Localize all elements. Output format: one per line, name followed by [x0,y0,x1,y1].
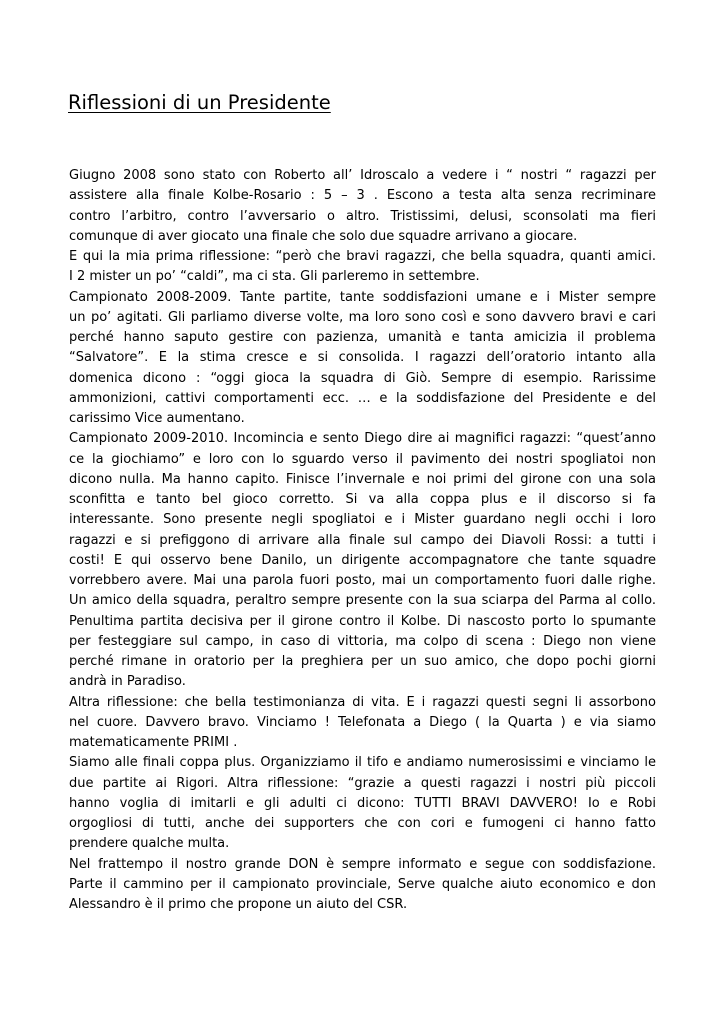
body-line: matematicamente PRIMI . [69,735,238,750]
body-line: Parte il cammino per il campionato provinciale, Serve qualche aiuto economico e don [69,876,656,892]
body-line: Penultima partita decisiva per il girone contro il Kolbe. Di nascosto porto lo spumante [69,613,656,629]
body-line: orgogliosi di tutti, anche dei supporters che con cori e fumogeni ci hanno fatto [69,816,656,831]
body-line: Un amico della squadra, peraltro sempre presente con la sua sciarpa del Parma al collo. [69,593,656,609]
body-line: contro l’arbitro, contro l’avversario o altro. Tristissimi, delusi, sconsolati ma fieri [69,208,656,224]
body-line: I 2 mister un po’ “caldi”, ma ci sta. Gli parleremo in settembre. [69,269,480,285]
body-line: due partite ai Rigori. Altra riflessione: “grazie a questi ragazzi i nostri più piccoli [69,775,656,791]
document-body [69,166,656,915]
body-line: Nel frattempo il nostro grande DON è sempre informato e segue con soddisfazione. [69,856,656,872]
body-line: assistere alla finale Kolbe-Rosario : 5 – 3 . Escono a testa alta senza recriminare [69,188,656,204]
body-line: Campionato 2009-2010. Incomincia e sento Diego dire ai magnifici ragazzi: “quest’anno [69,431,656,447]
body-line: nel cuore. Davvero bravo. Vinciamo ! Telefonata a Diego ( la Quarta ) e via siamo [69,714,656,730]
body-line: hanno voglia di imitarli e gli adulti ci dicono: TUTTI BRAVI DAVVERO! Io e Robi [69,795,656,811]
body-line: comunque di aver giocato una finale che solo due squadre arrivano a giocare. [69,228,578,244]
body-line: E qui la mia prima riflessione: “però che bravi ragazzi, che bella squadra, quanti amici. [69,249,656,264]
body-line: Siamo alle finali coppa plus. Organizziamo il tifo e andiamo numerosissimi e vinciamo le [69,755,656,771]
body-line: sconfitta e tanto bel gioco corretto. Si va alla coppa plus e il discorso si fa [69,492,656,507]
body-line: domenica dicono : “oggi gioca la squadra di Giò. Sempre di esempio. Rarissime [69,370,656,386]
body-line: ammonizioni, cattivi comportamenti ecc. … e la soddisfazione del Presidente e del [69,390,656,406]
body-line: per festeggiare sul campo, in caso di vittoria, ma colpo di scena : Diego non viene [69,633,656,649]
body-line: ragazzi e si prefiggono di arrivare alla finale sul campo dei Diavoli Rossi: a tutti i [69,532,656,548]
body-line: interessante. Sono presente negli spogliatoi e i Mister guardano negli occhi i loro [69,512,656,528]
body-line: un po’ agitati. Gli parliamo diverse volte, ma loro sono così e sono davvero bravi e cari [69,309,656,325]
body-line: perché hanno saputo gestire con pazienza, umanità e tanta amicizia il problema [69,330,656,345]
body-line: carissimo Vice aumentano. [69,411,245,426]
body-line: Alessandro è il primo che propone un aiuto del CSR. [69,897,408,912]
body-line: prendere qualche multa. [69,836,230,852]
document-title: Riflessioni di un Presidente [68,91,331,114]
body-line: Altra riflessione: che bella testimonianza di vita. E i ragazzi questi segni li assorbono [69,694,656,710]
body-line: “Salvatore”. E la stima cresce e si consolida. I ragazzi dell’oratorio intanto alla [69,350,656,366]
body-line: perché rimane in oratorio per la preghiera per un suo amico, che dopo pochi giorni [69,654,656,669]
body-line: ce la giochiamo” e loro con lo sguardo verso il pavimento dei nostri spogliatoi non [69,451,656,467]
body-line: Campionato 2008-2009. Tante partite, tante soddisfazioni umane e i Mister sempre [69,289,656,305]
body-line: andrà in Paradiso. [69,674,186,690]
body-line: Giugno 2008 sono stato con Roberto all’ Idroscalo a vedere i “ nostri “ ragazzi per [69,168,656,183]
body-line: vorrebbero avere. Mai una parola fuori posto, mai un comportamento fuori dalle righe. [69,573,656,588]
body-line: dicono nulla. Ma hanno capito. Finisce l’invernale e noi primi del girone con una sola [69,471,656,487]
body-line: costi! E qui osservo bene Danilo, un dirigente accompagnatore che tante squadre [69,552,656,568]
